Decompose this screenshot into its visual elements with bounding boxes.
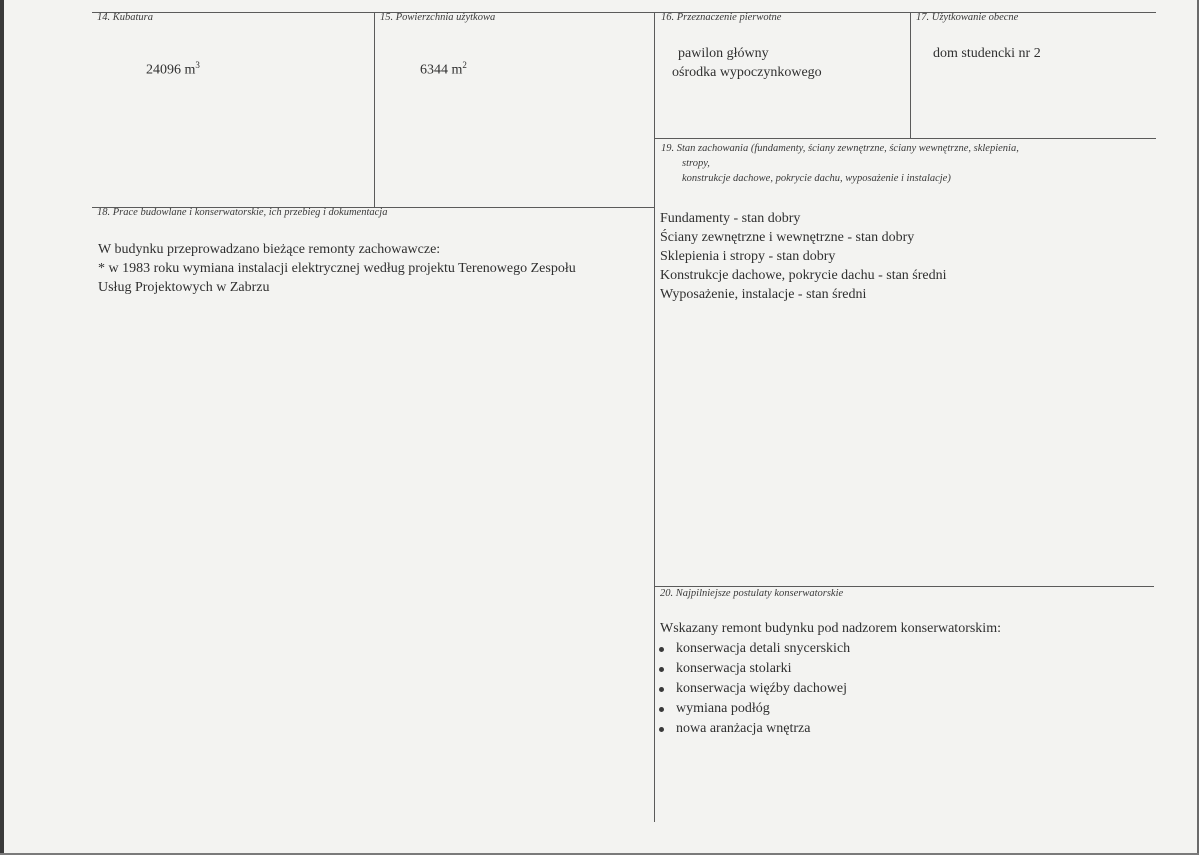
field-18-line: * w 1983 roku wymiana instalacji elektrycznej według projektu Terenowego Zespołu bbox=[98, 261, 576, 276]
field-18-value bbox=[98, 240, 576, 297]
list-item: konserwacja detali snycerskich bbox=[656, 639, 850, 659]
list-item: nowa aranżacja wnętrza bbox=[656, 719, 850, 739]
divider-above-20 bbox=[654, 586, 1154, 587]
list-item: wymiana podłóg bbox=[656, 699, 850, 719]
field-16-line: pawilon główny bbox=[678, 46, 769, 61]
list-item: konserwacja stolarki bbox=[656, 659, 850, 679]
field-17-value: dom studencki nr 2 bbox=[933, 46, 1041, 61]
field-19-label-line: konstrukcje dachowe, pokrycie dachu, wyposażenie i instalacje) bbox=[682, 173, 951, 184]
field-19-line: Konstrukcje dachowe, pokrycie dachu - stan średni bbox=[660, 268, 947, 283]
field-19-line: Sklepienia i stropy - stan dobry bbox=[660, 249, 836, 264]
field-16-value bbox=[672, 44, 822, 82]
scan-edge-left bbox=[0, 0, 4, 855]
field-19-line: Fundamenty - stan dobry bbox=[660, 211, 801, 226]
field-19-label-line: stropy, bbox=[682, 158, 710, 169]
field-20-list bbox=[656, 639, 850, 739]
field-20-label: 20. Najpilniejsze postulaty konserwatorskie bbox=[660, 588, 844, 599]
field-15-label: 15. Powierzchnia użytkowa bbox=[380, 12, 496, 23]
divider-16-17 bbox=[910, 12, 911, 139]
field-18-label: 18. Prace budowlane i konserwatorskie, ich przebieg i dokumentacja bbox=[97, 207, 388, 218]
list-item: konserwacja więźby dachowej bbox=[656, 679, 850, 699]
field-18-line: W budynku przeprowadzano bieżące remonty zachowawcze: bbox=[98, 242, 441, 257]
divider-above-19 bbox=[654, 138, 1156, 139]
divider-14-15 bbox=[374, 12, 375, 208]
field-17-label: 17. Użytkowanie obecne bbox=[916, 12, 1019, 23]
field-20-intro: Wskazany remont budynku pod nadzorem konserwatorskim: bbox=[660, 621, 1001, 636]
field-18-line: Usług Projektowych w Zabrzu bbox=[98, 280, 270, 295]
field-15-value: 6344 $m^2$ bbox=[420, 60, 467, 78]
field-14-label: 14. Kubatura bbox=[97, 12, 154, 23]
field-19-line: Wyposażenie, instalacje - stan średni bbox=[660, 287, 867, 302]
field-19-label-line: 19. Stan zachowania (fundamenty, ściany zewnętrzne, ściany wewnętrzne, sklepienia, bbox=[661, 143, 1019, 154]
field-19-value bbox=[660, 209, 947, 304]
field-16-line: ośrodka wypoczynkowego bbox=[672, 65, 822, 80]
divider-center bbox=[654, 12, 655, 822]
field-19-line: Ściany zewnętrzne i wewnętrzne - stan dobry bbox=[660, 230, 915, 245]
field-19-label bbox=[661, 141, 1019, 186]
field-16-label: 16. Przeznaczenie pierwotne bbox=[661, 12, 782, 23]
field-14-value: 24096 $m^3$ bbox=[146, 60, 200, 78]
